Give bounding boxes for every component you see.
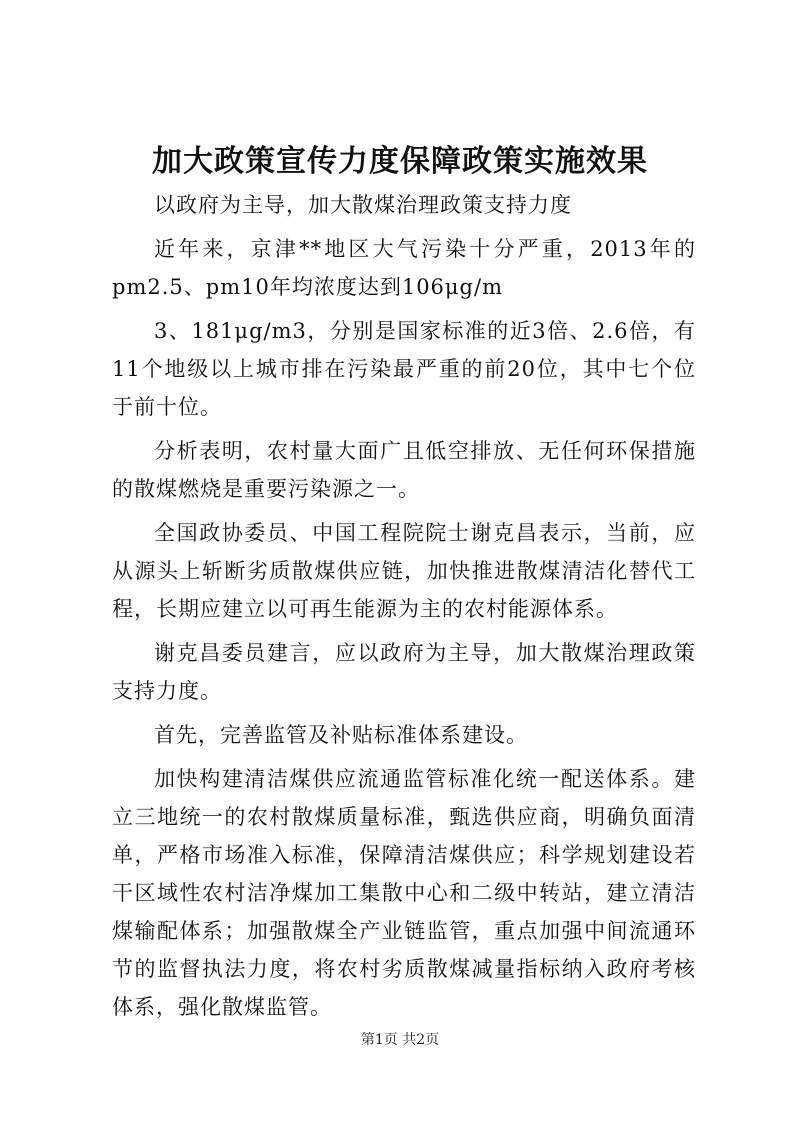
paragraph: 谢克昌委员建言，应以政府为主导，加大散煤治理政策支持力度。: [112, 641, 696, 703]
document-title: 加大政策宣传力度保障政策实施效果: [152, 144, 648, 179]
paragraph: 全国政协委员、中国工程院院士谢克昌表示，当前，应从源头上斩断劣质散煤供应链，加快推进散煤清洁化替代工程，长期应建立以可再生能源为主的农村能源体系。: [112, 521, 696, 621]
paragraph: 分析表明，农村量大面广且低空排放、无任何环保措施的散煤燃烧是重要污染源之一。: [112, 439, 696, 501]
paragraph: 首先，完善监管及补贴标准体系建设。: [154, 723, 528, 747]
paragraph: 加快构建清洁煤供应流通监管标准化统一配送体系。建立三地统一的农村散煤质量标准，甄选供应商，明确负面清单，严格市场准入标准，保障清洁煤供应；科学规划建设若干区域性农村洁净煤加工集散中心和二级中转站，建立清洁煤输配体系；加强散煤全产业链监管，重点加强中间流通环节的监督执法力度，将农村劣质散煤减量指标纳入政府考核体系，强化散煤监管。: [112, 767, 696, 1019]
paragraph: 3、181μg/m3，分别是国家标准的近3倍、2.6倍，有11个地级以上城市排在污染最严重的前20位，其中七个位于前十位。: [112, 319, 696, 419]
paragraph: 近年来，京津**地区大气污染十分严重，2013年的pm2.5、pm10年均浓度达到106μg/m: [112, 237, 696, 299]
document-body: [112, 186, 696, 1026]
paragraph: 以政府为主导，加大散煤治理政策支持力度: [154, 193, 572, 217]
page-footer: 第1页 共2页: [360, 1032, 440, 1048]
